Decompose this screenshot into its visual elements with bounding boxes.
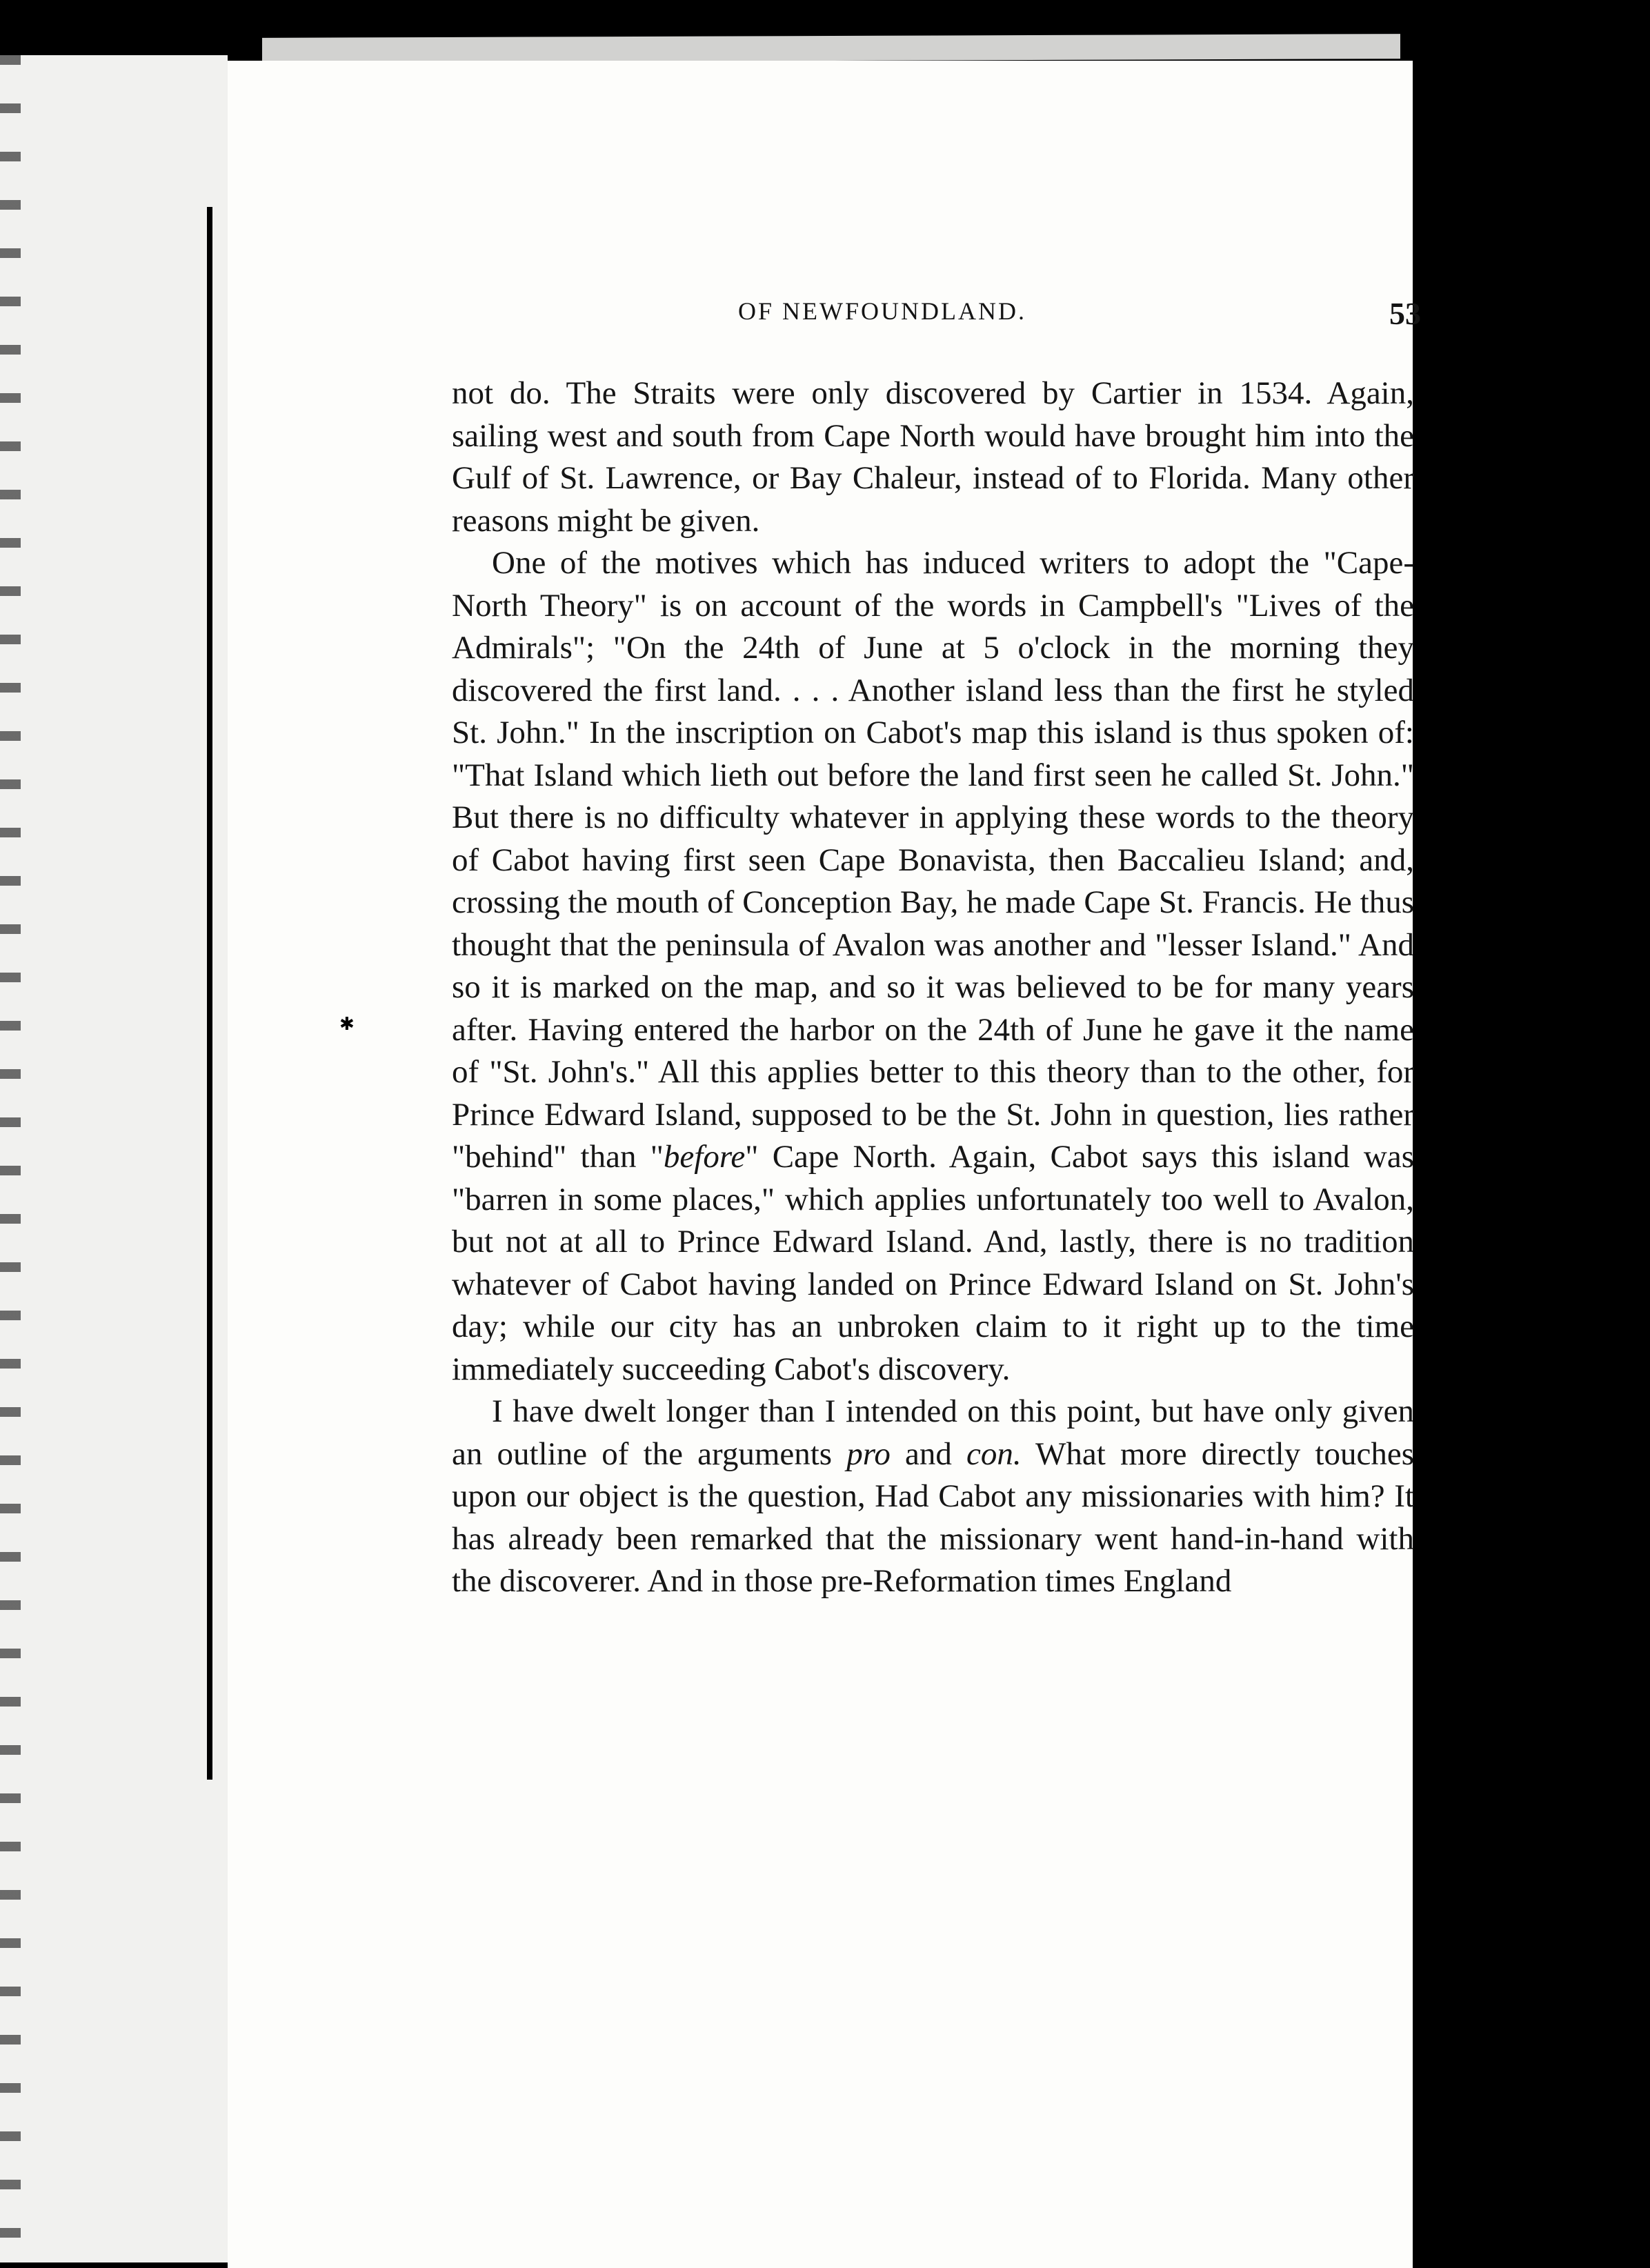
page-number: 53 [1389, 296, 1421, 331]
paragraph-1 [452, 372, 1414, 542]
paragraph-3-italic-con: con. [966, 1435, 1022, 1472]
paragraph-1-text: not do. The Straits were only discovered by Cartier in 1534. Again, sailing west and south from Cape North would have brought him into the Gulf of St. Lawrence, or Bay Chaleur, instead of to Florida. Many other reasons might be given. [452, 375, 1414, 539]
left-page-edge [0, 55, 228, 2262]
body-text [452, 372, 1414, 1603]
paragraph-2-text-b: " Cape North. Again, Cabot says this island was "barren in some places," which applies unfortunately too well to Avalon, but not at all to Prince Edward Island. And, lastly, there is no tradition whatever of Cabot having landed on Prince Edward Island on St. John's day; while our city has an unbroken claim to it right up to the time immediately succeeding Cabot's discovery. [452, 1139, 1414, 1387]
right-background [1413, 61, 1647, 2268]
paragraph-2-italic: before [663, 1139, 746, 1175]
running-head: OF NEWFOUNDLAND. [738, 297, 1026, 325]
paragraph-3-text-b: and [890, 1435, 967, 1472]
left-margin-marks [0, 55, 21, 2262]
book-spine [207, 207, 212, 1780]
margin-mark-icon: ✱ [339, 1014, 355, 1034]
page-top-edge [262, 34, 1400, 63]
paragraph-2-text-a: One of the motives which has induced writers to adopt the "Cape-North Theory" is on account of the words in Campbell's "Lives of the Admirals"; "On the 24th of June at 5 o'clock in the morning they discovered the first land. . . . Another island less than the first he styled St. John." In the inscription on Cabot's map this island is thus spoken of: "That Island which lieth out before the land first seen he called St. John." But there is no difficulty whatever in applying these words to the theory of Cabot having first seen Cape Bonavista, then Baccalieu Island; and, crossing the mouth of Conception Bay, he made Cape St. Francis. He thus thought that the peninsula of Avalon was another and "lesser Island." And so it is marked on the map, and so it was believed to be for many years after. Having entered the harbor on the 24th of June he gave it the name of "St. John's." All this applies better to this theory than to the other, for Prince Edward Island, supposed to be the St. John in question, lies rather "behind" than " [452, 545, 1414, 1175]
paragraph-3 [452, 1391, 1414, 1603]
page-header [441, 297, 1421, 338]
paragraph-2 [452, 542, 1414, 1391]
paragraph-3-text-c: What more directly touches upon our object is the question, Had Cabot any missionaries with him? It has already been remarked that the missionary went hand-in-hand with the discoverer. And in those pre-Reformation times England [452, 1435, 1414, 1599]
paragraph-3-text-a: I have dwelt longer than I intended on this point, but have only given an outline of the arguments [452, 1393, 1414, 1472]
paragraph-3-italic-pro: pro [846, 1435, 891, 1472]
